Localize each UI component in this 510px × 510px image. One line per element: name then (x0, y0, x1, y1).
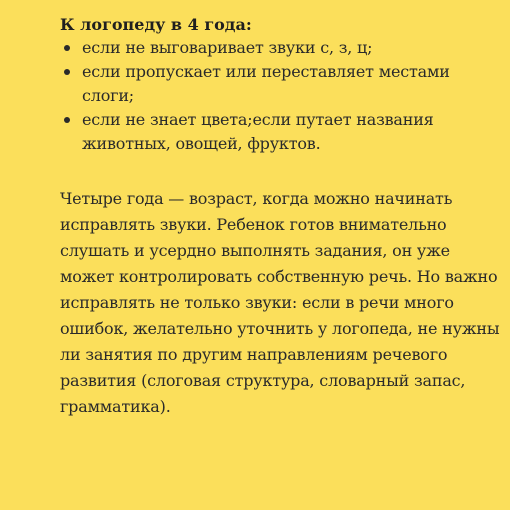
list-item-text: если не выговаривает звуки с, з, ц; (82, 38, 373, 57)
list-item (60, 60, 500, 108)
bullet-icon (64, 45, 70, 51)
list-item-text: если не знает цвета;если путает названия животных, овощей, фруктов. (82, 110, 434, 153)
text-card (60, 14, 500, 420)
body-paragraph: Четыре года — возраст, когда можно начинать исправлять звуки. Ребенок готов внимательно слушать и усердно выполнять задания, он уже может контролировать собственную речь. Но важно исправлять не только звуки: если в речи много ошибок, желательно уточнить у логопеда, не нужны ли занятия по другим направлениям речевого развития (слоговая структура, словарный запас, грамматика). (60, 189, 500, 416)
section-heading: К логопеду в 4 года: (60, 15, 252, 34)
list-item-text: если пропускает или переставляет местами слоги; (82, 62, 450, 105)
list-item (60, 108, 500, 156)
bullet-icon (64, 117, 70, 123)
list-item (60, 36, 500, 60)
criteria-list (60, 36, 500, 156)
bullet-icon (64, 69, 70, 75)
